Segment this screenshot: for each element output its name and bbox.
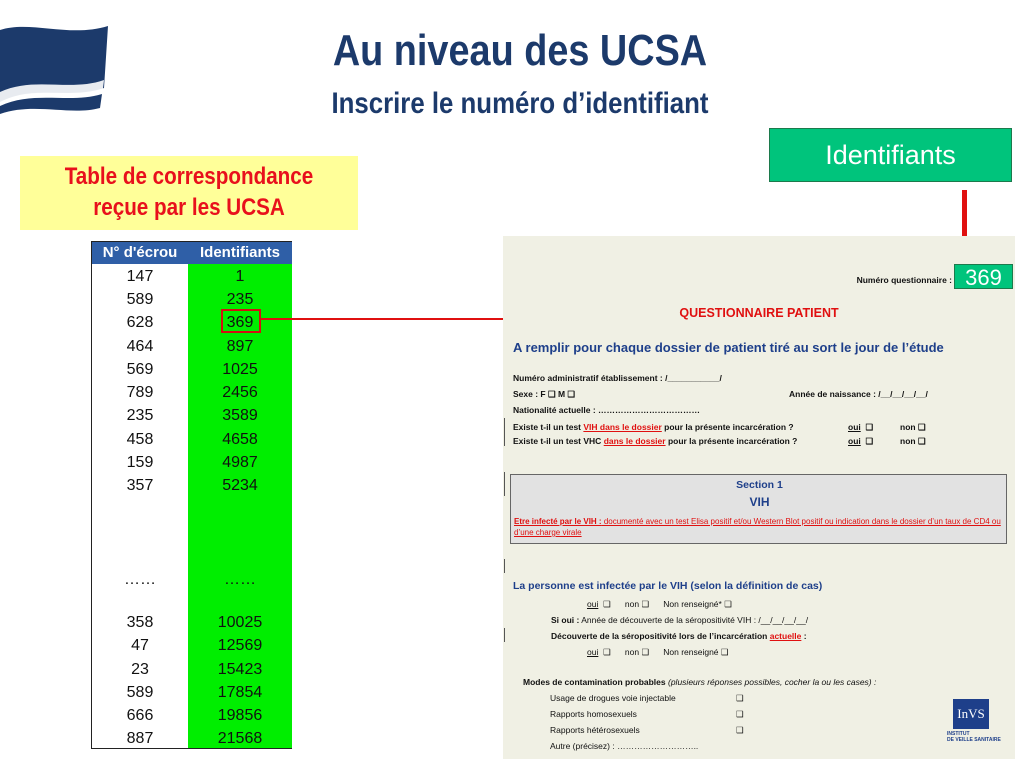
- vhc-non-checkbox[interactable]: ❑: [917, 436, 926, 446]
- decouverte-link: actuelle: [769, 631, 802, 641]
- numero-questionnaire-value: 369: [954, 264, 1013, 289]
- table-cell-ecrou: 235: [126, 407, 154, 424]
- si-oui-label: Si oui :: [551, 615, 580, 625]
- personne-infectee-question: La personne est infectée par le VIH (selon la définition de cas): [513, 580, 823, 592]
- vih-test-pre: Existe t-il un test: [513, 422, 584, 432]
- table-cell-ecrou: ……: [124, 571, 156, 588]
- margin-bar: [504, 559, 505, 573]
- table-header-ecrou: N° d'écrou: [92, 242, 188, 264]
- vih-test-post: pour la présente incarcération ?: [661, 422, 794, 432]
- infectee-nr-label: Non renseigné: [663, 599, 719, 609]
- modes-label: Modes de contamination probables: [523, 677, 666, 687]
- table-cell-identifiant: 4987: [222, 454, 258, 471]
- highlight-box: [221, 309, 261, 333]
- nationalite-field: Nationalité actuelle : ………………………………: [513, 405, 701, 415]
- table-header-identifiants: Identifiants: [188, 242, 292, 264]
- decouverte-post: :: [801, 631, 807, 641]
- vih-test-question: [513, 422, 794, 432]
- modes-line: [523, 677, 876, 687]
- table-cell-ecrou: 23: [131, 661, 149, 678]
- annee-naissance-field: Année de naissance : /__/__/__/__/: [789, 389, 928, 399]
- table-cell-ecrou: 666: [126, 707, 154, 724]
- table-cell-ecrou: 628: [126, 314, 154, 331]
- mode-item: Rapports homosexuels: [550, 709, 637, 719]
- mode-item: Usage de drogues voie injectable: [550, 693, 676, 703]
- mode-checkbox[interactable]: ❑: [736, 709, 744, 719]
- decouverte-non-checkbox[interactable]: ❑: [641, 647, 650, 657]
- section-title: VIH: [749, 495, 770, 509]
- table-cell-ecrou: 47: [131, 637, 149, 654]
- vhc-oui-checkbox[interactable]: ❑: [865, 436, 874, 446]
- infectee-nr-checkbox[interactable]: ❑: [724, 599, 732, 609]
- table-cell-identifiant: 897: [226, 338, 254, 355]
- mode-item: Autre (précisez) : ………………………..: [550, 741, 699, 751]
- vhc-test-post: pour la présente incarcération ?: [665, 436, 798, 446]
- instruction-text: A remplir pour chaque dossier de patient tiré au sort le jour de l’étude: [513, 340, 944, 355]
- table-cell-ecrou: 159: [126, 454, 154, 471]
- table-cell-identifiant: 5234: [222, 477, 258, 494]
- mode-item: Rapports hétérosexuels: [550, 725, 640, 735]
- mode-checkbox[interactable]: ❑: [736, 725, 744, 735]
- vhc-test-link: dans le dossier: [603, 436, 666, 446]
- table-cell-ecrou: 789: [126, 384, 154, 401]
- vih-test-link: VIH dans le dossier: [583, 422, 662, 432]
- table-label-line2: reçue par les UCSA: [93, 194, 285, 221]
- vhc-oui-option: [848, 436, 873, 447]
- table-cell-ecrou: 357: [126, 477, 154, 494]
- invs-logo: [945, 695, 1011, 747]
- vih-non-option: [900, 422, 926, 433]
- vhc-oui-label: oui: [848, 436, 861, 446]
- table-cell-identifiant: 1025: [222, 361, 258, 378]
- table-cell-ecrou: 589: [126, 291, 154, 308]
- vih-oui-checkbox[interactable]: ❑: [865, 422, 874, 432]
- table-cell-ecrou: 589: [126, 684, 154, 701]
- questionnaire-heading: QUESTIONNAIRE PATIENT: [679, 306, 839, 320]
- definition-text: [514, 516, 1006, 538]
- decouverte-non-label: non: [624, 647, 640, 657]
- vhc-test-question: [513, 436, 797, 446]
- vih-non-label: non: [900, 422, 916, 432]
- infectee-non-label: non: [624, 599, 640, 609]
- table-cell-ecrou: 358: [126, 614, 154, 631]
- sexe-field: Sexe : F ❑ M ❑: [513, 389, 576, 399]
- table-cell-identifiant: 21568: [217, 730, 263, 747]
- vih-oui-label: oui: [848, 422, 861, 432]
- decouverte-pre: Découverte de la séropositivité lors de l’incarcération: [551, 631, 770, 641]
- table-cell-identifiant: 19856: [217, 707, 263, 724]
- si-oui-text: Année de découverte de la séropositivité VIH : /__/__/__/__/: [579, 615, 809, 625]
- num-admin-field: Numéro administratif établissement : /___________/: [513, 373, 722, 383]
- infectee-non-checkbox[interactable]: ❑: [641, 599, 650, 609]
- definition-body: documenté avec un test Elisa positif et/ou Western Blot positif ou indication dans le dossier d’un taux de CD4 ou d’une charge virale: [514, 517, 1001, 537]
- decouverte-options: [587, 647, 729, 658]
- definition-link: Etre infecté par le VIH :: [514, 517, 602, 526]
- table-cell-identifiant: 369: [226, 314, 254, 331]
- slide-title: Au niveau des UCSA: [332, 26, 708, 75]
- questionnaire-document: [503, 236, 1015, 759]
- table-cell-ecrou: 569: [126, 361, 154, 378]
- table-cell-identifiant: 17854: [217, 684, 263, 701]
- si-oui-line: [551, 615, 808, 625]
- vhc-test-pre: Existe t-il un test VHC: [513, 436, 604, 446]
- infectee-oui-checkbox[interactable]: ❑: [603, 599, 611, 609]
- decouverte-oui-checkbox[interactable]: ❑: [603, 647, 611, 657]
- decouverte-nr-label: Non renseigné: [663, 647, 719, 657]
- table-cell-identifiant: 235: [226, 291, 254, 308]
- identifiants-box: Identifiants: [769, 128, 1012, 182]
- invs-name-line1: INSTITUT: [947, 731, 970, 737]
- margin-bar: [504, 472, 505, 496]
- table-cell-identifiant: 4658: [222, 431, 258, 448]
- table-cell-identifiant: 12569: [217, 637, 263, 654]
- table-cell-identifiant: 10025: [217, 614, 263, 631]
- margin-bar: [504, 628, 505, 642]
- table-cell-ecrou: 458: [126, 431, 154, 448]
- infectee-options: oui ❑ non ❑ Non renseigné* ❑: [587, 599, 732, 609]
- numero-questionnaire-label: Numéro questionnaire :: [856, 275, 952, 285]
- modes-note: (plusieurs réponses possibles, cocher la ou les cases) :: [665, 677, 877, 687]
- vih-non-checkbox[interactable]: ❑: [917, 422, 926, 432]
- invs-logo-name: [947, 731, 1001, 743]
- section-box: [510, 474, 1007, 544]
- table-cell-identifiant: 1: [235, 268, 245, 285]
- infectee-oui-label: oui: [587, 599, 599, 609]
- table-label: [20, 156, 358, 230]
- decouverte-nr-checkbox[interactable]: ❑: [720, 647, 729, 657]
- decouverte-oui-label: oui: [587, 647, 599, 657]
- slide-subtitle: Inscrire le numéro d’identifiant: [331, 87, 709, 120]
- vhc-non-label: non: [900, 436, 916, 446]
- vih-oui-option: [848, 422, 873, 433]
- invs-name-line2: DE VEILLE SANITAIRE: [947, 737, 1001, 743]
- arrow-down-icon: [962, 190, 967, 240]
- margin-bar: [504, 418, 505, 446]
- table-cell-identifiant: ……: [224, 571, 256, 588]
- flag-logo-icon: [0, 22, 110, 114]
- decouverte-line: [551, 631, 807, 641]
- table-cell-identifiant: 15423: [217, 661, 263, 678]
- mode-checkbox[interactable]: ❑: [736, 693, 744, 703]
- section-number: Section 1: [736, 479, 783, 491]
- table-cell-ecrou: 464: [126, 338, 154, 355]
- vhc-non-option: [900, 436, 926, 447]
- table-cell-ecrou: 887: [126, 730, 154, 747]
- table-label-line1: Table de correspondance: [64, 163, 314, 190]
- invs-logo-mark: InVS: [953, 699, 989, 729]
- table-cell-identifiant: 2456: [222, 384, 258, 401]
- table-cell-ecrou: 147: [126, 268, 154, 285]
- table-cell-identifiant: 3589: [222, 407, 258, 424]
